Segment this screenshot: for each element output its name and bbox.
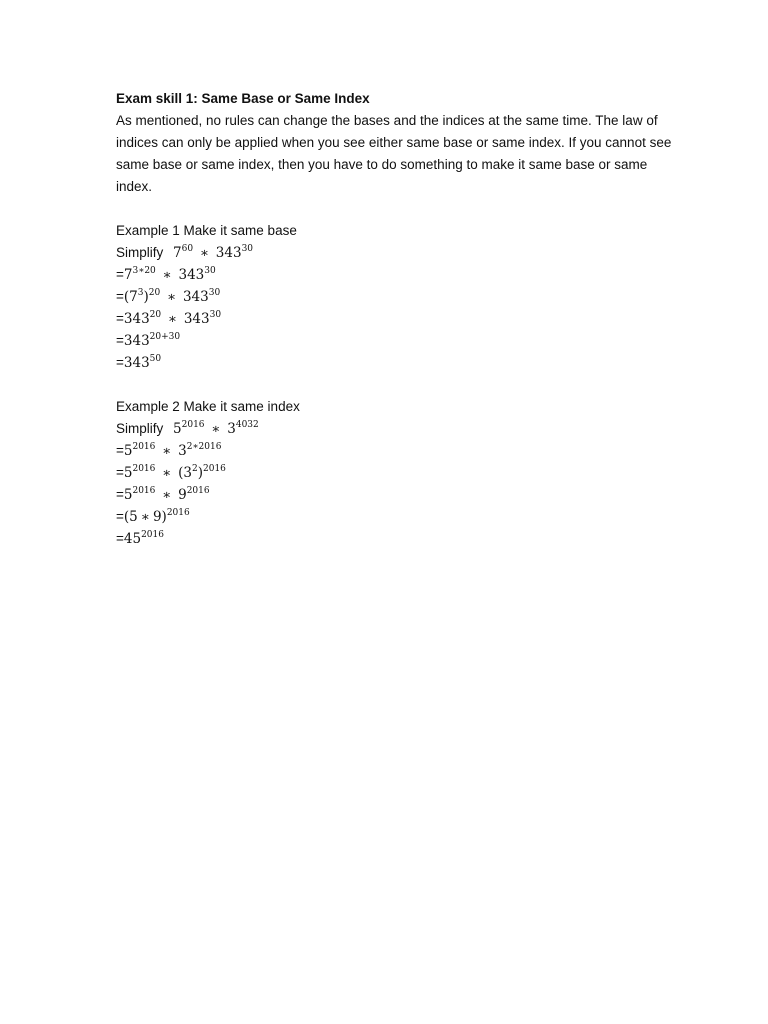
multiply-operator: ∗ <box>162 267 172 283</box>
exponent: 2016 <box>166 508 190 518</box>
base: 3 <box>227 421 236 437</box>
base: 3 <box>183 465 192 481</box>
close-paren: ) <box>197 465 203 481</box>
base: 45 <box>123 531 142 547</box>
exponent: 2 <box>191 464 198 474</box>
exponent: 2016 <box>132 486 156 496</box>
exponent: 20+30 <box>149 332 181 342</box>
base: 343 <box>123 355 150 371</box>
intro-paragraph: As mentioned, no rules can change the bases and the indices at the same time. The law of indices can only be applied when you see either same base or same index. If you cannot see same base or same index, then you have to do something to make it same base or same index. <box>116 113 672 194</box>
base: 9 <box>152 509 162 525</box>
open-paren: ( <box>178 465 184 481</box>
equals-sign: = <box>116 509 124 524</box>
exponent: 4032 <box>235 420 259 430</box>
base: 5 <box>123 487 133 503</box>
multiply-operator: ∗ <box>199 245 210 261</box>
base: 343 <box>123 311 150 327</box>
example-2-step-4 <box>116 506 676 528</box>
example-2-result <box>116 528 676 550</box>
exponent: 2016 <box>132 464 156 474</box>
spacer <box>116 198 676 220</box>
exponent: 3 <box>137 288 144 298</box>
base: 343 <box>182 289 209 305</box>
equals-sign: = <box>116 289 124 304</box>
exponent: 50 <box>149 354 162 364</box>
equals-sign: = <box>116 465 124 480</box>
multiply-operator: ∗ <box>211 421 221 437</box>
example-2 <box>116 396 676 550</box>
example-2-simplify-line <box>116 418 676 440</box>
example-2-step-1 <box>116 440 676 462</box>
base: 343 <box>178 267 205 283</box>
open-paren: ( <box>123 289 130 305</box>
example-1-result <box>116 352 676 374</box>
multiply-operator: ∗ <box>162 443 172 459</box>
exponent: 30 <box>204 266 216 276</box>
multiply-operator: ∗ <box>162 465 172 481</box>
exponent: 2016 <box>181 420 205 430</box>
example-2-step-2 <box>116 462 676 484</box>
exponent: 2016 <box>203 464 226 474</box>
equals-sign: = <box>116 487 124 502</box>
equals-sign: = <box>116 311 124 326</box>
exponent: 2∗2016 <box>186 442 222 452</box>
base: 9 <box>178 487 187 503</box>
exponent: 30 <box>208 288 221 298</box>
equals-sign: = <box>116 355 124 370</box>
base: 7 <box>129 289 138 305</box>
equals-sign: = <box>116 267 124 282</box>
multiply-operator: ∗ <box>162 487 172 503</box>
exponent: 2016 <box>141 530 164 540</box>
example-1-step-4 <box>116 330 676 352</box>
base: 5 <box>123 443 133 459</box>
base: 343 <box>123 333 150 349</box>
base: 7 <box>173 245 182 261</box>
base: 5 <box>173 421 182 437</box>
simplify-label: Simplify <box>116 421 164 436</box>
exponent: 60 <box>181 244 194 254</box>
equals-sign: = <box>116 333 124 348</box>
exponent: 20 <box>149 310 162 320</box>
multiply-operator: ∗ <box>140 509 150 525</box>
base: 343 <box>215 245 242 261</box>
example-1-step-3 <box>116 308 676 330</box>
example-1-step-2 <box>116 286 676 308</box>
example-2-title: Example 2 Make it same index <box>116 399 300 414</box>
spacer <box>116 374 676 396</box>
exponent: 30 <box>241 244 254 254</box>
exponent: 3∗20 <box>132 266 156 276</box>
open-paren: ( <box>123 509 130 525</box>
example-1-title: Example 1 Make it same base <box>116 223 297 238</box>
base: 5 <box>123 465 133 481</box>
example-1-simplify-line <box>116 242 676 264</box>
example-2-step-3 <box>116 484 676 506</box>
document-page <box>116 88 676 550</box>
exponent: 2016 <box>186 486 210 496</box>
base: 3 <box>178 443 187 459</box>
simplify-label: Simplify <box>116 245 164 260</box>
base: 5 <box>129 509 138 525</box>
base: 7 <box>123 267 133 283</box>
multiply-operator: ∗ <box>167 289 177 305</box>
equals-sign: = <box>116 443 124 458</box>
close-paren: ) <box>143 289 149 305</box>
base: 343 <box>183 311 210 327</box>
multiply-operator: ∗ <box>167 311 178 327</box>
exponent: 30 <box>209 310 222 320</box>
section-heading: Exam skill 1: Same Base or Same Index <box>116 91 370 106</box>
example-1 <box>116 220 676 374</box>
example-1-step-1 <box>116 264 676 286</box>
close-paren: ) <box>161 509 167 525</box>
exponent: 2016 <box>132 442 156 452</box>
exponent: 20 <box>148 288 161 298</box>
equals-sign: = <box>116 531 124 546</box>
